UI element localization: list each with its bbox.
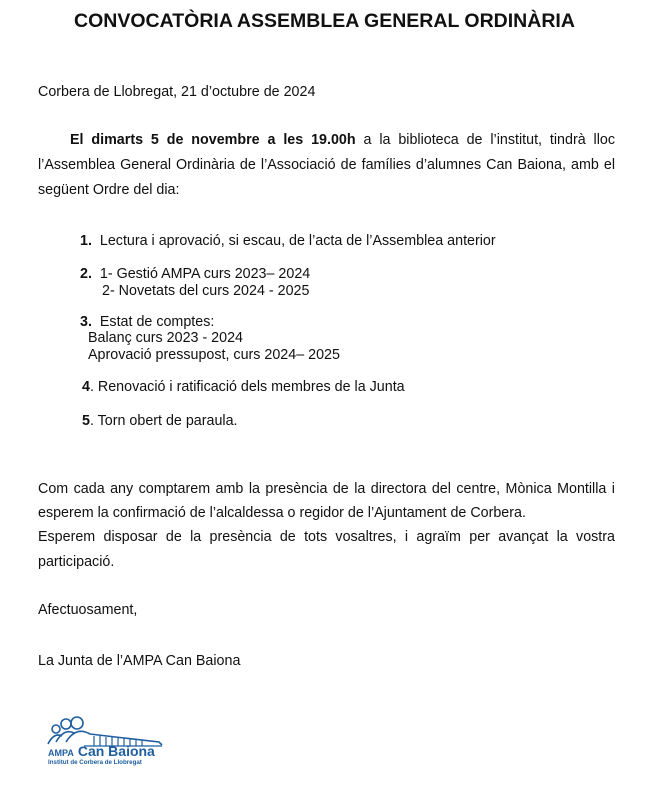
signature: La Junta de l’AMPA Can Baiona [38, 653, 241, 669]
agenda-text: . Renovació i ratificació dels membres de la Junta [89, 379, 405, 395]
agenda-text: Estat de comptes: [99, 314, 215, 330]
meeting-datetime: El dimarts 5 de novembre a les 19.00h [70, 132, 356, 148]
intro-line-3: següent Ordre del dia: [38, 182, 180, 198]
agenda-text: 1- Gestió AMPA curs 2023– 2024 [99, 266, 311, 282]
closing-line-3: Esperem disposar de la presència de tots vosaltres, i agraïm per avançat la vostra [38, 529, 615, 545]
agenda-number: 3. [80, 314, 92, 330]
agenda-item-2 [80, 265, 310, 283]
intro-line-2: l’Assemblea General Ordinària de l’Associació de famílies d’alumnes Can Baiona, amb el [38, 157, 615, 173]
ampa-logo [44, 716, 174, 772]
closing-line-2: esperem la confirmació de l’alcaldessa o regidor de l’Ajuntament de Corbera. [38, 505, 526, 521]
agenda-text: . Torn obert de paraula. [89, 413, 238, 429]
closing-line-1: Com cada any comptarem amb la presència de la directora del centre, Mònica Montilla i [38, 481, 615, 497]
place-date: Corbera de Llobregat, 21 d’octubre de 2024 [38, 84, 316, 100]
agenda-number: 5 [82, 413, 90, 429]
document-title: CONVOCATÒRIA ASSEMBLEA GENERAL ORDINÀRIA [74, 10, 575, 32]
closing-line-4: participació. [38, 554, 115, 570]
agenda-item-4 [82, 378, 405, 396]
logo-subtitle: Institut de Corbera de Llobregat [48, 759, 142, 766]
agenda-item-5 [82, 412, 238, 430]
agenda-number: 4 [82, 379, 90, 395]
logo-name: AMPA Can Baiona [48, 743, 155, 759]
agenda-text: Lectura i aprovació, si escau, de l’acta de l’Assemblea anterior [99, 233, 496, 249]
salutation: Afectuosament, [38, 602, 138, 618]
agenda-item-2-line-2: 2- Novetats del curs 2024 - 2025 [102, 283, 310, 299]
agenda-item-3-line-2: Balanç curs 2023 - 2024 [88, 330, 243, 346]
agenda-item-3-line-3: Aprovació pressupost, curs 2024– 2025 [88, 347, 340, 363]
agenda-number: 1. [80, 233, 92, 249]
agenda-number: 2. [80, 266, 92, 282]
agenda-item-1 [80, 232, 496, 250]
intro-line-1 [70, 131, 615, 149]
intro-text: a la biblioteca de l’institut, tindrà lloc [355, 132, 615, 148]
